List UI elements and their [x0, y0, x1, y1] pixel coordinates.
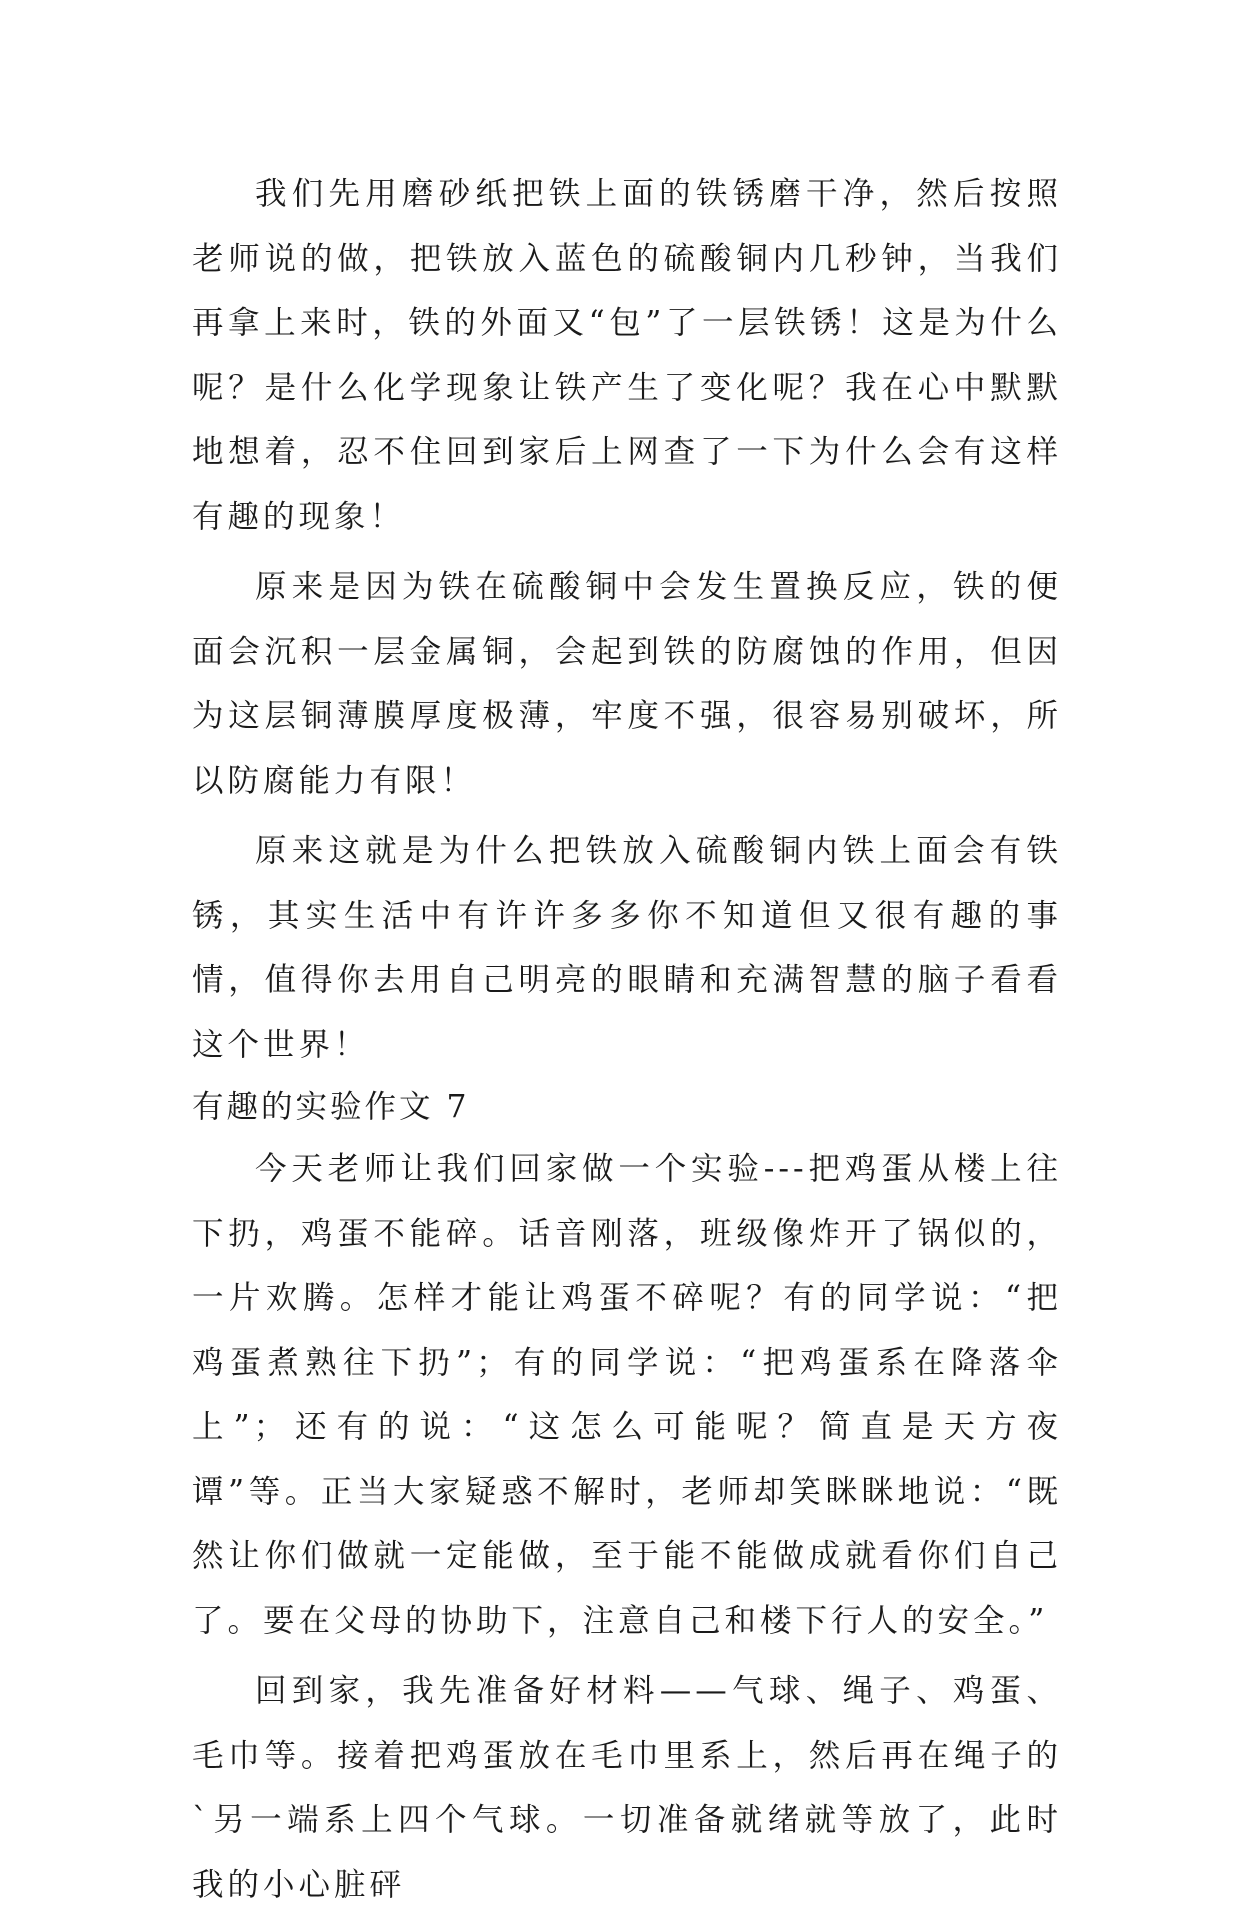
- paragraph-egg-drop-assignment: 今天老师让我们回家做一个实验---把鸡蛋从楼上往下扔，鸡蛋不能碎。话音刚落，班级像炸开了锅似的，一片欢腾。怎样才能让鸡蛋不碎呢？有的同学说：“把鸡蛋煮熟往下扔”；有的同学说：“把鸡蛋系在降落伞上”；还有的说：“这怎么可能呢？简直是天方夜谭”等。正当大家疑惑不解时，老师却笑眯眯地说：“既然让你们做就一定能做，至于能不能做成就看你们自己了。要在父母的协助下，注意自己和楼下行人的安全。”: [192, 1151, 1062, 1639]
- paragraph-displacement-reaction: 原来是因为铁在硫酸铜中会发生置换反应，铁的便面会沉积一层金属铜，会起到铁的防腐蚀的作用，但因为这层铜薄膜厚度极薄，牢度不强，很容易别破坏，所以防腐能力有限！: [192, 569, 1062, 799]
- document-body: [192, 162, 1062, 1917]
- paragraph-iron-rust-experiment: 我们先用磨砂纸把铁上面的铁锈磨干净，然后按照老师说的做，把铁放入蓝色的硫酸铜内几秒钟，当我们再拿上来时，铁的外面又“包”了一层铁锈！这是为什么呢？是什么化学现象让铁产生了变化呢？我在心中默默地想着，忍不住回到家后上网查了一下为什么会有这样有趣的现象！: [192, 176, 1062, 535]
- paragraph-egg-drop-preparation: 回到家，我先准备好材料——气球、绳子、鸡蛋、毛巾等。接着把鸡蛋放在毛巾里系上，然后再在绳子的`另一端系上四个气球。一切准备就绪就等放了，此时我的小心脏砰: [192, 1673, 1062, 1903]
- paragraph-conclusion: 原来这就是为什么把铁放入硫酸铜内铁上面会有铁锈，其实生活中有许许多多你不知道但又很有趣的事情，值得你去用自己明亮的眼睛和充满智慧的脑子看看这个世界！: [192, 833, 1062, 1063]
- section-title: 有趣的实验作文 7: [192, 1089, 470, 1125]
